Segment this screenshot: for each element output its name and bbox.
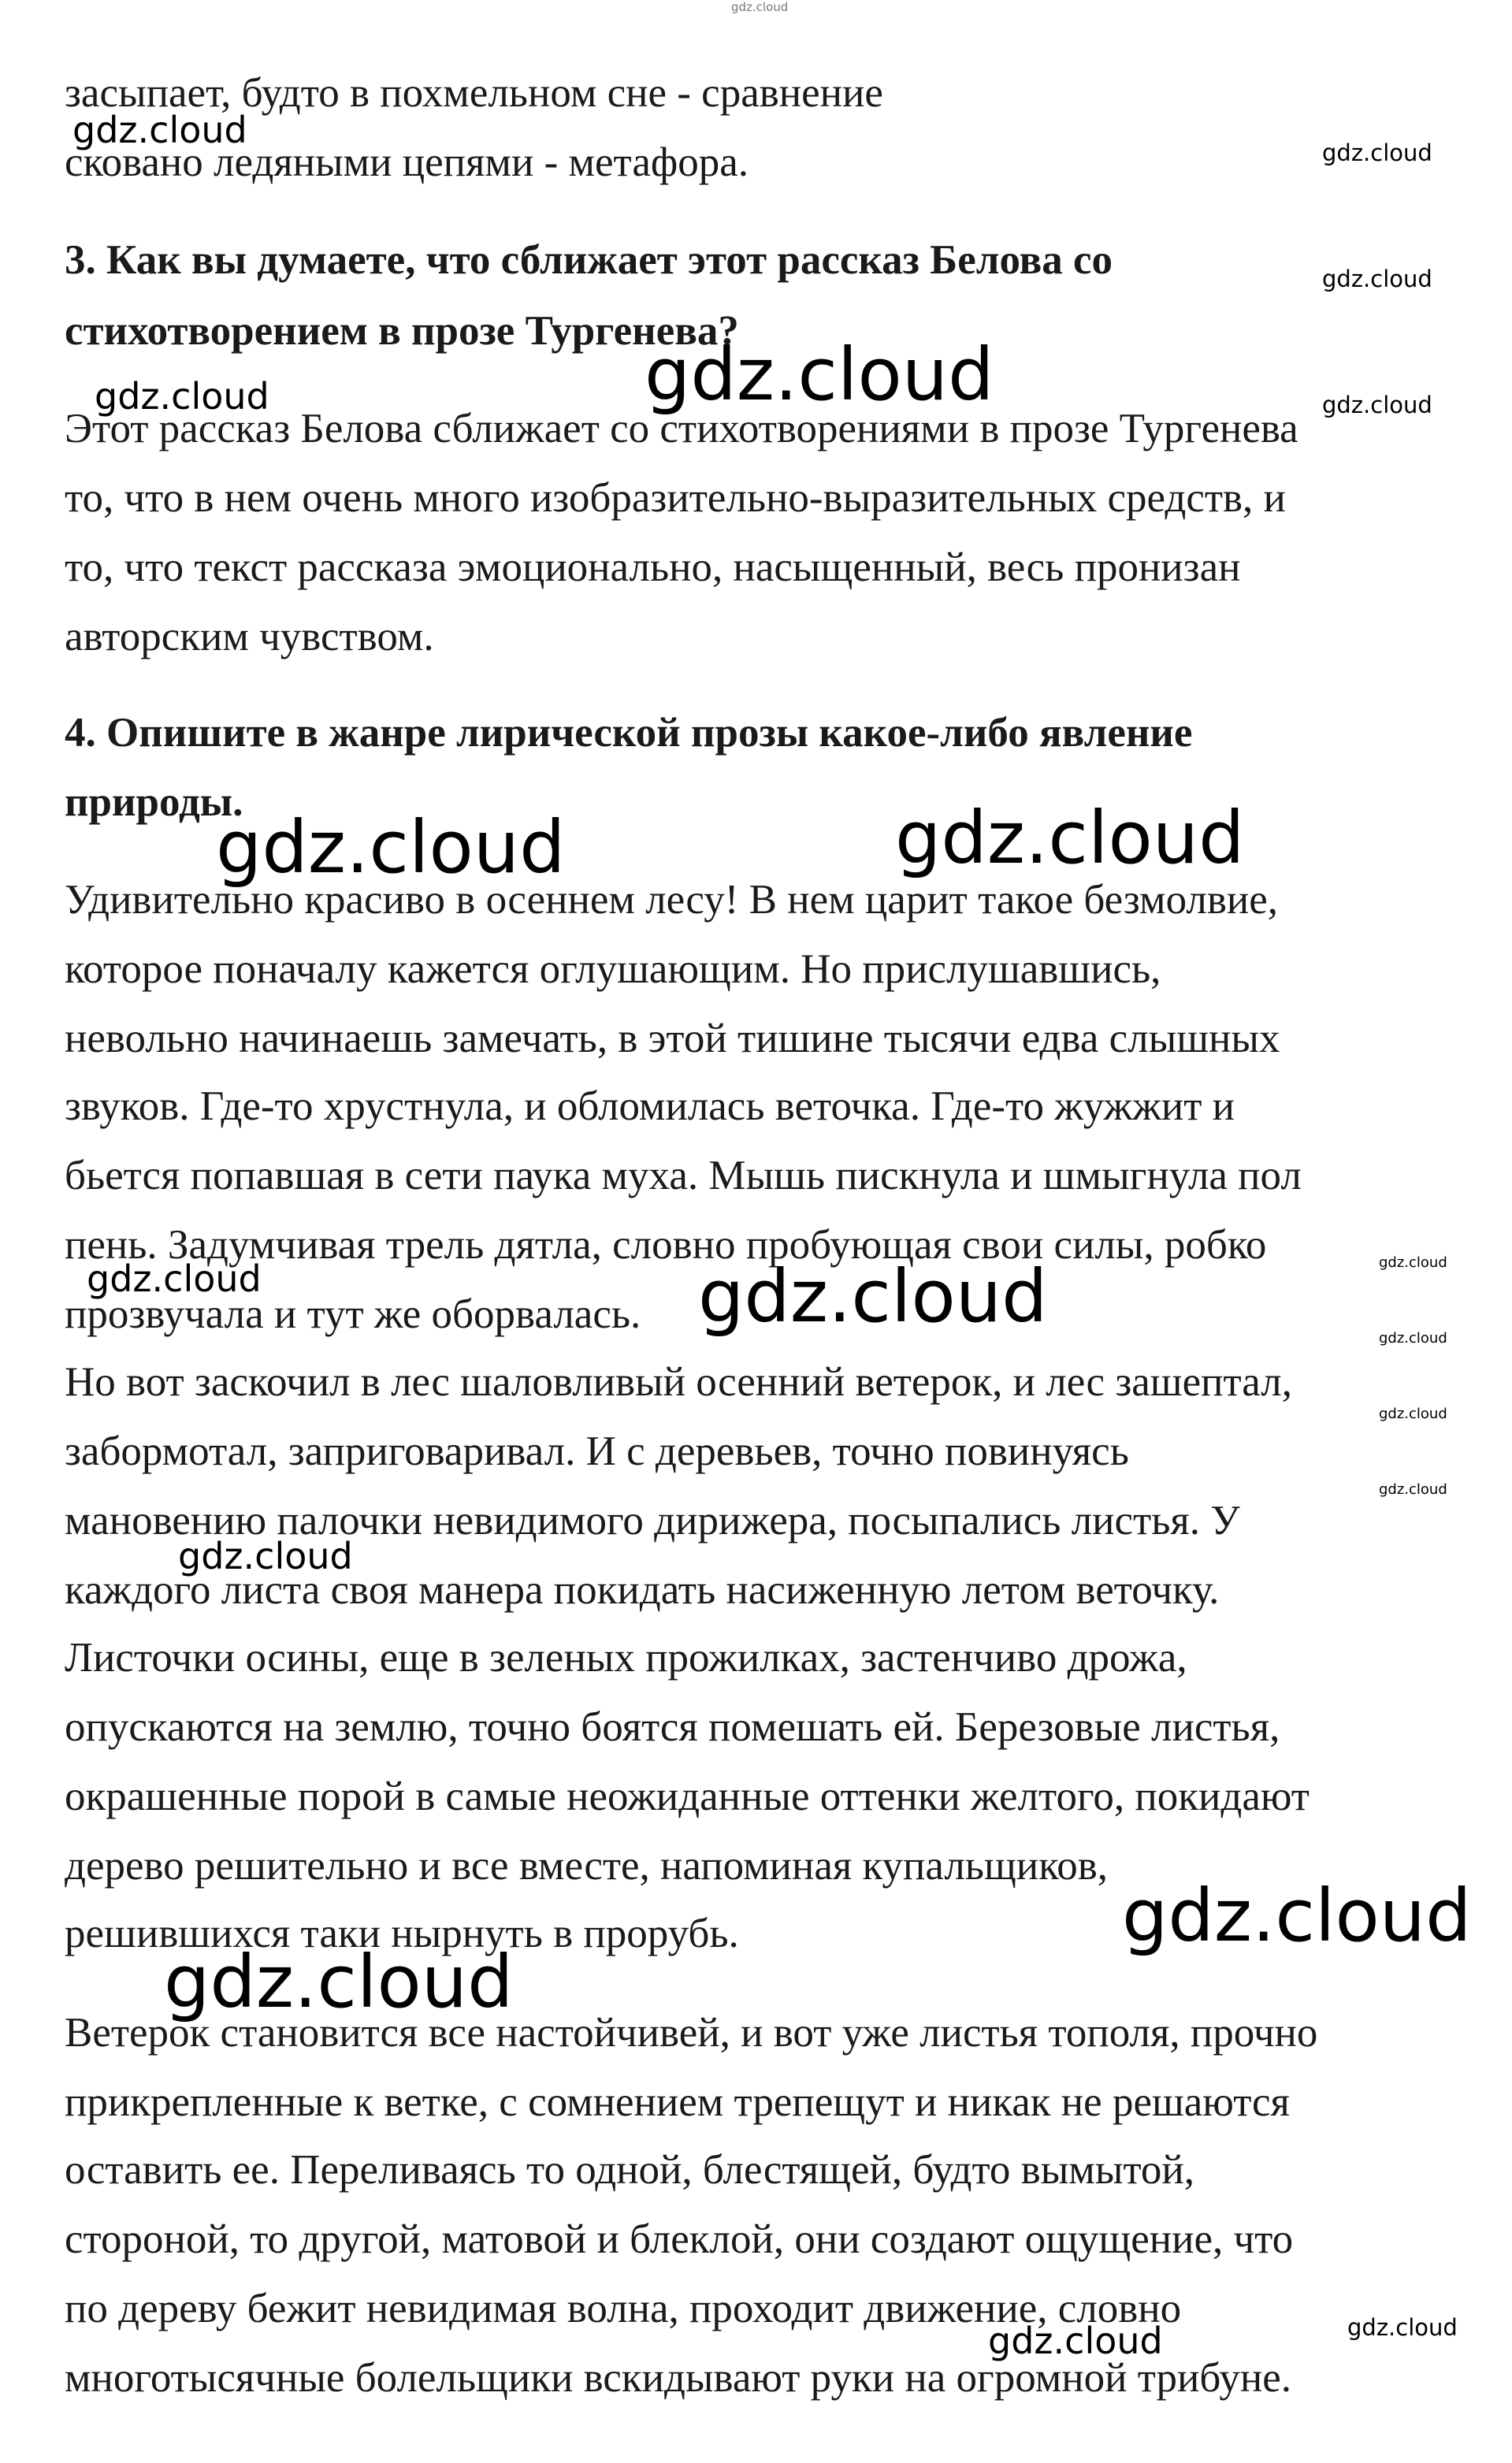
text-line: многотысячные болельщики вскидывают руки на огромной трибуне. [65, 2355, 1291, 2401]
text-line: звуков. Где-то хрустнула, и обломилась веточка. Где-то жужжит и [65, 1083, 1235, 1129]
text-line: то, что в нем очень много изобразительно-выразительных средств, и [65, 475, 1286, 521]
watermark: gdz.cloud [1379, 1254, 1447, 1271]
text-line: Но вот заскочил в лес шаловливый осенний ветерок, и лес зашептал, [65, 1359, 1292, 1405]
watermark: gdz.cloud [216, 805, 566, 890]
watermark: gdz.cloud [95, 375, 269, 418]
text-line: то, что текст рассказа эмоционально, насыщенный, весь пронизан [65, 544, 1241, 590]
watermark: gdz.cloud [1347, 2314, 1458, 2341]
watermark: gdz.cloud [1122, 1874, 1472, 1958]
text-line: сковано ледяными цепями - метафора. [65, 139, 749, 185]
text-line: прозвучала и тут же оборвалась. [65, 1291, 641, 1337]
watermark: gdz.cloud [87, 1258, 262, 1300]
watermark: gdz.cloud [72, 109, 247, 151]
text-line: Листочки осины, еще в зеленых прожилках, застенчиво дрожа, [65, 1635, 1187, 1681]
text-line: Ветерок становится все настойчивей, и вот уже листья тополя, прочно [65, 2010, 1318, 2056]
watermark: gdz.cloud [1379, 1481, 1447, 1498]
watermark: gdz.cloud [895, 796, 1245, 880]
text-line: забормотал, заприговаривал. И с деревьев, точно повинуясь [65, 1428, 1129, 1474]
text-line: авторским чувством. [65, 614, 434, 659]
text-line: решившихся таки нырнуть в прорубь. [65, 1911, 739, 1956]
text-line: бьется попавшая в сети паука муха. Мышь пискнула и шмыгнула пол [65, 1153, 1302, 1198]
text-line: Удивительно красиво в осеннем лесу! В нем царит такое безмолвие, [65, 877, 1278, 923]
question-heading: природы. [65, 779, 243, 825]
question-heading: стихотворением в прозе Тургенева? [65, 308, 739, 354]
watermark: gdz.cloud [1322, 139, 1432, 166]
watermark: gdz.cloud [988, 2320, 1163, 2362]
text-line: засыпает, будто в похмельном сне - сравнение [65, 70, 883, 116]
text-line: стороной, то другой, матовой и блеклой, они создают ощущение, что [65, 2216, 1294, 2262]
watermark: gdz.cloud [1379, 1330, 1447, 1347]
text-line: опускаются на землю, точно боятся помешать ей. Березовые листья, [65, 1704, 1280, 1750]
text-line: по дереву бежит невидимая волна, проходит движение, словно [65, 2286, 1182, 2331]
text-line: невольно начинаешь замечать, в этой тишине тысячи едва слышных [65, 1016, 1280, 1061]
text-line: мановению палочки невидимого дирижера, посыпались листья. У [65, 1498, 1240, 1544]
watermark: gdz.cloud [1379, 1406, 1447, 1422]
watermark: gdz.cloud [731, 0, 789, 14]
text-line: прикрепленные к ветке, с сомнением трепещут и никак не решаются [65, 2079, 1290, 2125]
question-heading: 4. Опишите в жанре лирической прозы какое-либо явление [65, 710, 1193, 756]
text-line: оставить ее. Переливаясь то одной, блестящей, будто вымытой, [65, 2147, 1195, 2193]
text-line: дерево решительно и все вместе, напоминая купальщиков, [65, 1843, 1108, 1889]
watermark: gdz.cloud [698, 1254, 1048, 1339]
text-line: которое поначалу кажется оглушающим. Но прислушавшись, [65, 946, 1161, 992]
watermark: gdz.cloud [178, 1535, 353, 1577]
watermark: gdz.cloud [645, 332, 994, 417]
watermark: gdz.cloud [1322, 266, 1432, 292]
watermark: gdz.cloud [1322, 392, 1432, 418]
text-line: Этот рассказ Белова сближает со стихотворениями в прозе Тургенева [65, 406, 1298, 451]
watermark: gdz.cloud [164, 1940, 514, 2024]
text-line: каждого листа своя манера покидать насиженную летом веточку. [65, 1567, 1220, 1613]
text-line: окрашенные порой в самые неожиданные оттенки желтого, покидают [65, 1774, 1310, 1819]
question-heading: 3. Как вы думаете, что сближает этот рассказ Белова со [65, 237, 1113, 283]
text-line: пень. Задумчивая трель дятла, словно пробующая свои силы, робко [65, 1222, 1267, 1268]
